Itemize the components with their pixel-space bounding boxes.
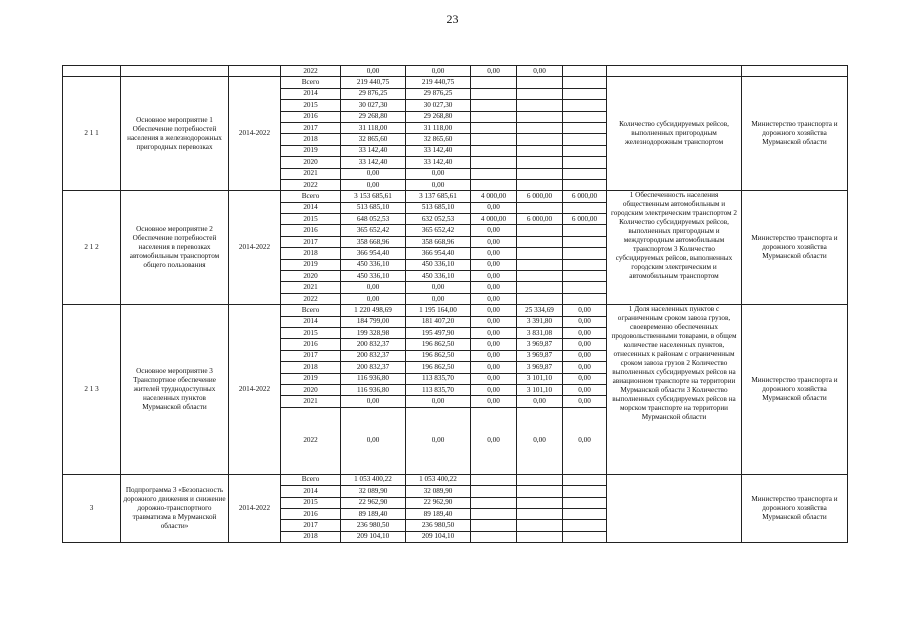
extrabudget-cell: [517, 100, 563, 111]
extrabudget-cell: [517, 271, 563, 282]
item-number: 3: [63, 474, 121, 542]
extrabudget-cell: [517, 497, 563, 508]
federal-budget-cell: 0,00: [563, 305, 607, 316]
year-cell: 2015: [281, 497, 341, 508]
municipal-budget-cell: 0,00: [471, 350, 517, 361]
regional-budget-cell: 32 865,60: [406, 134, 471, 145]
extrabudget-cell: 3 969,87: [517, 350, 563, 361]
regional-budget-cell: 196 862,50: [406, 362, 471, 373]
municipal-budget-cell: 0,00: [471, 282, 517, 293]
year-cell: 2014: [281, 202, 341, 213]
municipal-budget-cell: [471, 145, 517, 156]
total-cell: 366 954,40: [341, 248, 406, 259]
total-cell: 0,00: [341, 396, 406, 407]
year-cell: 2016: [281, 339, 341, 350]
extrabudget-cell: [517, 157, 563, 168]
federal-budget-cell: 0,00: [563, 384, 607, 395]
federal-budget-cell: [563, 225, 607, 236]
federal-budget-cell: [563, 168, 607, 179]
municipal-budget-cell: 0,00: [471, 362, 517, 373]
regional-budget-cell: 358 668,96: [406, 236, 471, 247]
municipal-budget-cell: [471, 168, 517, 179]
regional-budget-cell: 0,00: [406, 168, 471, 179]
federal-budget-cell: [563, 497, 607, 508]
municipal-budget-cell: 0,00: [471, 327, 517, 338]
regional-budget-cell: 209 104,10: [406, 531, 471, 542]
year-cell: 2016: [281, 508, 341, 519]
year-cell: Всего: [281, 77, 341, 88]
regional-budget-cell: 29 268,80: [406, 111, 471, 122]
total-cell: 0,00: [341, 282, 406, 293]
year-cell: 2018: [281, 362, 341, 373]
municipal-budget-cell: 0,00: [471, 339, 517, 350]
item-period: 2014-2022: [229, 474, 281, 542]
regional-budget-cell: 3 137 685,61: [406, 191, 471, 202]
municipal-budget-cell: 0,00: [471, 236, 517, 247]
total-cell: 3 153 685,61: [341, 191, 406, 202]
year-cell: 2021: [281, 396, 341, 407]
executor-cell: Министерство транспорта и дорожного хозяйства Мурманской области: [742, 77, 848, 191]
total-cell: 0,00: [341, 293, 406, 304]
regional-budget-cell: 30 027,30: [406, 100, 471, 111]
regional-budget-cell: 22 962,90: [406, 497, 471, 508]
regional-budget-cell: 366 954,40: [406, 248, 471, 259]
executor-cell: Министерство транспорта и дорожного хозяйства Мурманской области: [742, 191, 848, 305]
total-cell: 0,00: [341, 407, 406, 474]
extrabudget-cell: [517, 122, 563, 133]
total-cell: 33 142,40: [341, 145, 406, 156]
total-cell: 648 052,53: [341, 214, 406, 225]
item-period: 2014-2022: [229, 305, 281, 475]
regional-budget-cell: 33 142,40: [406, 145, 471, 156]
year-cell: 2022: [281, 66, 341, 77]
federal-budget-cell: [563, 259, 607, 270]
federal-budget-cell: [563, 134, 607, 145]
municipal-budget-cell: [471, 486, 517, 497]
extrabudget-cell: 3 969,87: [517, 339, 563, 350]
extrabudget-cell: [517, 248, 563, 259]
year-cell: Всего: [281, 191, 341, 202]
regional-budget-cell: 113 835,70: [406, 373, 471, 384]
federal-budget-cell: [563, 179, 607, 190]
extrabudget-cell: [517, 259, 563, 270]
total-cell: 209 104,10: [341, 531, 406, 542]
total-cell: 450 336,10: [341, 259, 406, 270]
indicator-cell: Количество субсидируемых рейсов, выполненных пригородным железнодорожным транспортом: [607, 77, 742, 191]
municipal-budget-cell: 0,00: [471, 202, 517, 213]
extrabudget-cell: 3 969,87: [517, 362, 563, 373]
federal-budget-cell: [563, 282, 607, 293]
total-cell: 219 440,75: [341, 77, 406, 88]
extrabudget-cell: [517, 88, 563, 99]
regional-budget-cell: 113 835,70: [406, 384, 471, 395]
municipal-budget-cell: 0,00: [471, 66, 517, 77]
municipal-budget-cell: 0,00: [471, 293, 517, 304]
item-period: 2014-2022: [229, 77, 281, 191]
total-cell: 116 936,80: [341, 384, 406, 395]
year-cell: 2019: [281, 145, 341, 156]
regional-budget-cell: 32 089,90: [406, 486, 471, 497]
item-number: 2 1 1: [63, 77, 121, 191]
federal-budget-cell: 0,00: [563, 407, 607, 474]
total-cell: 200 832,37: [341, 362, 406, 373]
federal-budget-cell: [563, 271, 607, 282]
municipal-budget-cell: [471, 508, 517, 519]
extrabudget-cell: 3 101,10: [517, 373, 563, 384]
federal-budget-cell: [563, 508, 607, 519]
total-cell: 32 865,60: [341, 134, 406, 145]
year-cell: 2016: [281, 111, 341, 122]
municipal-budget-cell: 0,00: [471, 316, 517, 327]
municipal-budget-cell: 4 000,00: [471, 214, 517, 225]
page-number: 23: [446, 12, 459, 26]
year-cell: 2015: [281, 214, 341, 225]
municipal-budget-cell: [471, 122, 517, 133]
federal-budget-cell: 0,00: [563, 316, 607, 327]
extrabudget-cell: 25 334,69: [517, 305, 563, 316]
regional-budget-cell: 365 652,42: [406, 225, 471, 236]
item-name: Основное мероприятие 3 Транспортное обеспечение жителей труднодоступных населенных пунктов Мурманской области: [121, 305, 229, 475]
municipal-budget-cell: [471, 474, 517, 485]
year-cell: 2017: [281, 520, 341, 531]
total-cell: 30 027,30: [341, 100, 406, 111]
year-cell: 2015: [281, 327, 341, 338]
federal-budget-cell: 0,00: [563, 373, 607, 384]
indicator-cell: 1 Доля населенных пунктов с ограниченным сроком завоза грузов, своевременно обеспеченных продовольственными товарами, в общем количестве населенных пунктов, отнесенных к районам с ограниченным сроком завоза грузов 2 Количество выполненных субсидируемых рейсов на авиационном транспорте на территории Мурманской области 3 Количество выполненных субсидируемых рейсов на морском транспорте на территории Мурманской области: [607, 305, 742, 475]
municipal-budget-cell: 0,00: [471, 373, 517, 384]
regional-budget-cell: 0,00: [406, 66, 471, 77]
federal-budget-cell: [563, 122, 607, 133]
year-cell: 2014: [281, 316, 341, 327]
item-name: Основное мероприятие 2 Обеспечение потребностей населения в перевозках автомобильным транспортом общего пользования: [121, 191, 229, 305]
federal-budget-cell: 6 000,00: [563, 214, 607, 225]
year-cell: 2022: [281, 179, 341, 190]
table-row: [63, 474, 848, 485]
year-cell: 2021: [281, 282, 341, 293]
regional-budget-cell: 181 407,20: [406, 316, 471, 327]
table-row: [63, 305, 848, 316]
year-cell: 2014: [281, 88, 341, 99]
extrabudget-cell: 0,00: [517, 407, 563, 474]
year-cell: 2018: [281, 531, 341, 542]
municipal-budget-cell: [471, 179, 517, 190]
extrabudget-cell: 0,00: [517, 66, 563, 77]
federal-budget-cell: [563, 100, 607, 111]
year-cell: Всего: [281, 474, 341, 485]
total-cell: 365 652,42: [341, 225, 406, 236]
federal-budget-cell: [563, 293, 607, 304]
total-cell: 33 142,40: [341, 157, 406, 168]
federal-budget-cell: 0,00: [563, 362, 607, 373]
municipal-budget-cell: 0,00: [471, 384, 517, 395]
table-row: [63, 191, 848, 202]
municipal-budget-cell: [471, 88, 517, 99]
federal-budget-cell: [563, 474, 607, 485]
federal-budget-cell: 0,00: [563, 339, 607, 350]
extrabudget-cell: [517, 168, 563, 179]
extrabudget-cell: [517, 486, 563, 497]
total-cell: 29 876,25: [341, 88, 406, 99]
total-cell: 116 936,80: [341, 373, 406, 384]
indicator-cell: 1 Обеспеченность населения общественным автомобильным и городским электрическим транспортом 2 Количество субсидируемых рейсов, выполненных пригородным и междугородным автомобильным транспортом 3 Количество субсидируемых рейсов, выполненных городским электрическим и автомобильным транспортом: [607, 191, 742, 305]
total-cell: 0,00: [341, 168, 406, 179]
federal-budget-cell: [563, 88, 607, 99]
extrabudget-cell: 3 391,80: [517, 316, 563, 327]
regional-budget-cell: 236 980,50: [406, 520, 471, 531]
federal-budget-cell: [563, 236, 607, 247]
year-cell: 2014: [281, 486, 341, 497]
item-number: 2 1 2: [63, 191, 121, 305]
year-cell: 2019: [281, 373, 341, 384]
regional-budget-cell: 196 862,50: [406, 350, 471, 361]
federal-budget-cell: [563, 486, 607, 497]
year-cell: 2022: [281, 407, 341, 474]
regional-budget-cell: 0,00: [406, 293, 471, 304]
extrabudget-cell: [517, 77, 563, 88]
extrabudget-cell: 3 831,08: [517, 327, 563, 338]
year-cell: 2018: [281, 248, 341, 259]
municipal-budget-cell: [471, 520, 517, 531]
total-cell: 29 268,80: [341, 111, 406, 122]
regional-budget-cell: 196 862,50: [406, 339, 471, 350]
item-number: 2 1 3: [63, 305, 121, 475]
municipal-budget-cell: 0,00: [471, 259, 517, 270]
total-cell: 450 336,10: [341, 271, 406, 282]
regional-budget-cell: 632 052,53: [406, 214, 471, 225]
municipal-budget-cell: 0,00: [471, 407, 517, 474]
item-name: Подпрограмма 3 «Безопасность дорожного движения и снижение дорожно-транспортного травматизма в Мурманской области»: [121, 474, 229, 542]
regional-budget-cell: 89 189,40: [406, 508, 471, 519]
total-cell: 32 089,90: [341, 486, 406, 497]
item-period: 2014-2022: [229, 191, 281, 305]
federal-budget-cell: [563, 157, 607, 168]
municipal-budget-cell: [471, 77, 517, 88]
total-cell: 200 832,37: [341, 339, 406, 350]
year-cell: 2019: [281, 259, 341, 270]
year-cell: 2022: [281, 293, 341, 304]
extrabudget-cell: [517, 145, 563, 156]
federal-budget-cell: [563, 66, 607, 77]
regional-budget-cell: 0,00: [406, 179, 471, 190]
federal-budget-cell: 6 000,00: [563, 191, 607, 202]
extrabudget-cell: [517, 134, 563, 145]
extrabudget-cell: 6 000,00: [517, 214, 563, 225]
total-cell: 89 189,40: [341, 508, 406, 519]
total-cell: 184 799,00: [341, 316, 406, 327]
municipal-budget-cell: 4 000,00: [471, 191, 517, 202]
extrabudget-cell: [517, 282, 563, 293]
regional-budget-cell: 219 440,75: [406, 77, 471, 88]
federal-budget-cell: [563, 111, 607, 122]
municipal-budget-cell: [471, 531, 517, 542]
extrabudget-cell: 6 000,00: [517, 191, 563, 202]
municipal-budget-cell: 0,00: [471, 271, 517, 282]
regional-budget-cell: 195 497,90: [406, 327, 471, 338]
regional-budget-cell: 29 876,25: [406, 88, 471, 99]
total-cell: 513 685,10: [341, 202, 406, 213]
extrabudget-cell: [517, 474, 563, 485]
year-cell: 2020: [281, 271, 341, 282]
budget-table: [62, 65, 848, 543]
total-cell: 236 980,50: [341, 520, 406, 531]
federal-budget-cell: 0,00: [563, 327, 607, 338]
municipal-budget-cell: 0,00: [471, 248, 517, 259]
regional-budget-cell: 1 195 164,00: [406, 305, 471, 316]
total-cell: 31 118,00: [341, 122, 406, 133]
total-cell: 0,00: [341, 179, 406, 190]
year-cell: 2015: [281, 100, 341, 111]
regional-budget-cell: 0,00: [406, 407, 471, 474]
year-cell: 2017: [281, 122, 341, 133]
regional-budget-cell: 0,00: [406, 396, 471, 407]
regional-budget-cell: 450 336,10: [406, 259, 471, 270]
extrabudget-cell: [517, 508, 563, 519]
total-cell: 22 962,90: [341, 497, 406, 508]
extrabudget-cell: [517, 225, 563, 236]
federal-budget-cell: [563, 145, 607, 156]
total-cell: 1 053 400,22: [341, 474, 406, 485]
regional-budget-cell: 0,00: [406, 282, 471, 293]
executor-cell: Министерство транспорта и дорожного хозяйства Мурманской области: [742, 474, 848, 542]
table-row: [63, 66, 848, 77]
year-cell: 2020: [281, 384, 341, 395]
federal-budget-cell: [563, 531, 607, 542]
extrabudget-cell: [517, 293, 563, 304]
federal-budget-cell: [563, 77, 607, 88]
federal-budget-cell: 0,00: [563, 350, 607, 361]
municipal-budget-cell: [471, 100, 517, 111]
item-name: Основное мероприятие 1 Обеспечение потребностей населения в железнодорожных пригородных перевозках: [121, 77, 229, 191]
federal-budget-cell: [563, 520, 607, 531]
extrabudget-cell: 3 101,10: [517, 384, 563, 395]
federal-budget-cell: [563, 202, 607, 213]
municipal-budget-cell: [471, 497, 517, 508]
extrabudget-cell: [517, 179, 563, 190]
extrabudget-cell: [517, 111, 563, 122]
municipal-budget-cell: 0,00: [471, 225, 517, 236]
total-cell: 1 220 498,69: [341, 305, 406, 316]
municipal-budget-cell: [471, 157, 517, 168]
extrabudget-cell: [517, 531, 563, 542]
municipal-budget-cell: 0,00: [471, 396, 517, 407]
year-cell: Всего: [281, 305, 341, 316]
year-cell: 2020: [281, 157, 341, 168]
regional-budget-cell: 450 336,10: [406, 271, 471, 282]
federal-budget-cell: 0,00: [563, 396, 607, 407]
total-cell: 199 328,98: [341, 327, 406, 338]
extrabudget-cell: [517, 236, 563, 247]
municipal-budget-cell: 0,00: [471, 305, 517, 316]
table-row: [63, 77, 848, 88]
indicator-cell: [607, 474, 742, 542]
total-cell: 358 668,96: [341, 236, 406, 247]
executor-cell: Министерство транспорта и дорожного хозяйства Мурманской области: [742, 305, 848, 475]
year-cell: 2016: [281, 225, 341, 236]
regional-budget-cell: 31 118,00: [406, 122, 471, 133]
year-cell: 2021: [281, 168, 341, 179]
regional-budget-cell: 513 685,10: [406, 202, 471, 213]
year-cell: 2017: [281, 350, 341, 361]
total-cell: 0,00: [341, 66, 406, 77]
municipal-budget-cell: [471, 111, 517, 122]
year-cell: 2018: [281, 134, 341, 145]
year-cell: 2017: [281, 236, 341, 247]
regional-budget-cell: 33 142,40: [406, 157, 471, 168]
extrabudget-cell: 0,00: [517, 396, 563, 407]
extrabudget-cell: [517, 520, 563, 531]
total-cell: 200 832,37: [341, 350, 406, 361]
municipal-budget-cell: [471, 134, 517, 145]
regional-budget-cell: 1 053 400,22: [406, 474, 471, 485]
extrabudget-cell: [517, 202, 563, 213]
federal-budget-cell: [563, 248, 607, 259]
